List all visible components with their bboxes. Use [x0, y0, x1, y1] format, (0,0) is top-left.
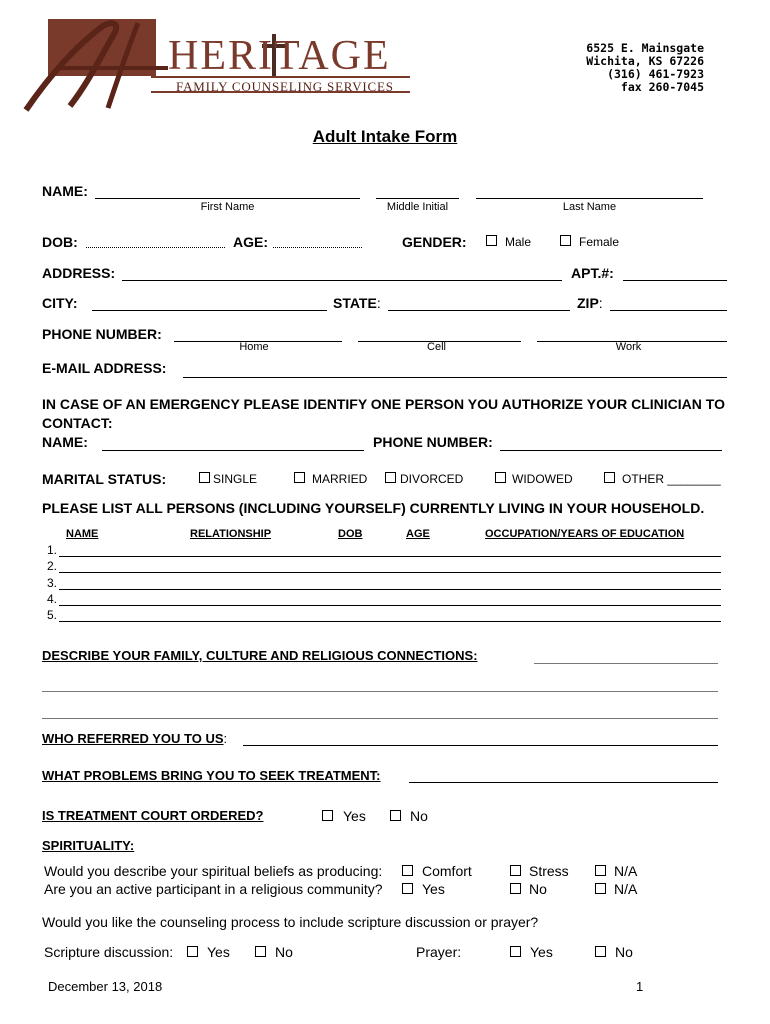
- age-field[interactable]: [273, 247, 362, 248]
- court-yes-label: Yes: [343, 808, 366, 824]
- spiritual-question-2: Are you an active participant in a religious community?: [44, 881, 383, 897]
- female-checkbox[interactable]: [560, 235, 571, 246]
- name-label: NAME:: [42, 183, 88, 199]
- stress-checkbox[interactable]: [510, 865, 521, 876]
- court-label: IS TREATMENT COURT ORDERED?: [42, 808, 264, 823]
- middle-initial-hint: Middle Initial: [386, 201, 449, 213]
- court-no-checkbox[interactable]: [390, 810, 401, 821]
- divorced-checkbox[interactable]: [385, 472, 396, 483]
- apt-field[interactable]: [623, 280, 727, 281]
- family-culture-label: DESCRIBE YOUR FAMILY, CULTURE AND RELIGIOUS CONNECTIONS:: [42, 648, 478, 663]
- prayer-yes-label: Yes: [530, 944, 553, 960]
- apt-label: APT.#:: [571, 265, 614, 281]
- court-yes-checkbox[interactable]: [322, 810, 333, 821]
- q1-na-label: N/A: [614, 863, 638, 879]
- problems-field[interactable]: [409, 782, 718, 783]
- problems-label: WHAT PROBLEMS BRING YOU TO SEEK TREATMENT:: [42, 768, 381, 783]
- last-name-hint: Last Name: [562, 201, 617, 213]
- age-label: AGE:: [233, 234, 268, 250]
- female-label: Female: [579, 235, 620, 249]
- scripture-label: Scripture discussion:: [44, 944, 174, 960]
- scripture-yes-label: Yes: [207, 944, 230, 960]
- household-col-occupation: OCCUPATION/YEARS OF EDUCATION: [485, 528, 685, 540]
- emergency-phone-field[interactable]: [500, 450, 722, 451]
- zip-label-colon: :: [598, 295, 603, 311]
- stress-label: Stress: [529, 863, 569, 879]
- household-row-1-number: 1.: [47, 543, 58, 557]
- referred-label-colon: :: [223, 731, 228, 746]
- emergency-phone-label: PHONE NUMBER:: [373, 434, 493, 450]
- court-no-label: No: [410, 808, 428, 824]
- emergency-name-field[interactable]: [102, 450, 364, 451]
- household-heading: PLEASE LIST ALL PERSONS (INCLUDING YOURSELF) CURRENTLY LIVING IN YOUR HOUSEHOLD.: [42, 500, 705, 516]
- scripture-no-checkbox[interactable]: [255, 946, 266, 957]
- household-row-3-field[interactable]: [59, 589, 721, 590]
- spiritual-question-1: Would you describe your spiritual beliefs as producing:: [44, 863, 383, 879]
- comfort-label: Comfort: [422, 863, 472, 879]
- email-field[interactable]: [183, 377, 727, 378]
- logo-sub-text: FAMILY COUNSELING SERVICES: [176, 79, 394, 94]
- household-row-5-field[interactable]: [59, 621, 721, 622]
- household-row-5-number: 5.: [47, 608, 58, 622]
- last-name-field[interactable]: [476, 198, 703, 199]
- family-culture-field-3[interactable]: [42, 718, 718, 719]
- household-row-3-number: 3.: [47, 576, 58, 590]
- address-field[interactable]: [122, 280, 562, 281]
- prayer-no-checkbox[interactable]: [595, 946, 606, 957]
- emergency-text: IN CASE OF AN EMERGENCY PLEASE IDENTIFY ONE PERSON YOU AUTHORIZE YOUR CLINICIAN TO CONTACT:: [42, 396, 725, 431]
- form-title: Adult Intake Form: [312, 127, 458, 146]
- first-name-hint: First Name: [200, 201, 255, 213]
- single-checkbox[interactable]: [199, 472, 210, 483]
- household-col-age: AGE: [406, 528, 430, 540]
- widowed-checkbox[interactable]: [495, 472, 506, 483]
- marital-label: MARITAL STATUS:: [42, 471, 167, 487]
- cell-phone-hint: Cell: [427, 341, 446, 353]
- home-phone-hint: Home: [239, 341, 269, 353]
- contact-block: [586, 42, 704, 94]
- community-no-checkbox[interactable]: [510, 883, 521, 894]
- zip-label-text: ZIP: [577, 295, 599, 311]
- q1-na-checkbox[interactable]: [595, 865, 606, 876]
- footer-page-number: 1: [636, 979, 644, 994]
- dob-label: DOB:: [42, 234, 78, 250]
- household-col-relationship: RELATIONSHIP: [190, 528, 272, 540]
- male-label: Male: [505, 235, 532, 249]
- email-label: E-MAIL ADDRESS:: [42, 360, 167, 376]
- household-row-4-number: 4.: [47, 592, 58, 606]
- contact-fax: fax 260-7045: [620, 80, 704, 94]
- state-label-text: STATE: [333, 295, 377, 311]
- scripture-no-label: No: [275, 944, 293, 960]
- single-label: SINGLE: [213, 472, 258, 486]
- male-checkbox[interactable]: [486, 235, 497, 246]
- referred-field[interactable]: [243, 745, 718, 746]
- community-yes-checkbox[interactable]: [402, 883, 413, 894]
- referred-label: [42, 731, 227, 746]
- first-name-field[interactable]: [95, 198, 360, 199]
- scripture-yes-checkbox[interactable]: [187, 946, 198, 957]
- work-phone-hint: Work: [615, 341, 642, 353]
- other-checkbox[interactable]: [604, 472, 615, 483]
- family-culture-field-2[interactable]: [42, 691, 718, 692]
- zip-label: [577, 295, 603, 311]
- zip-field[interactable]: [610, 310, 727, 311]
- middle-initial-field[interactable]: [376, 198, 459, 199]
- family-culture-field-1[interactable]: [534, 663, 718, 664]
- community-yes-label: Yes: [422, 881, 445, 897]
- q2-na-checkbox[interactable]: [595, 883, 606, 894]
- address-label: ADDRESS:: [42, 265, 116, 281]
- logo-main-text: HERITAGE: [168, 33, 391, 79]
- phone-label: PHONE NUMBER:: [42, 326, 162, 342]
- contact-city: Wichita, KS 67226: [586, 54, 704, 68]
- household-row-1-field[interactable]: [59, 556, 721, 557]
- other-label: OTHER ________: [622, 472, 721, 486]
- contact-street: 6525 E. Mainsgate: [586, 41, 704, 55]
- household-row-2-field[interactable]: [59, 572, 721, 573]
- married-label: MARRIED: [312, 472, 368, 486]
- spirituality-heading: SPIRITUALITY:: [42, 838, 135, 853]
- spiritual-question-3: Would you like the counseling process to include scripture discussion or prayer?: [42, 914, 539, 930]
- footer-date: December 13, 2018: [48, 979, 163, 994]
- contact-phone: (316) 461-7923: [607, 67, 704, 81]
- emergency-name-label: NAME:: [42, 434, 88, 450]
- state-label: [333, 295, 381, 311]
- heritage-logo: [18, 18, 418, 118]
- state-label-colon: :: [376, 295, 381, 311]
- prayer-yes-checkbox[interactable]: [510, 946, 521, 957]
- q2-na-label: N/A: [614, 881, 638, 897]
- widowed-label: WIDOWED: [512, 472, 573, 486]
- household-row-4-field[interactable]: [59, 605, 721, 606]
- prayer-no-label: No: [615, 944, 633, 960]
- state-field[interactable]: [388, 310, 570, 311]
- household-row-2-number: 2.: [47, 559, 58, 573]
- prayer-label: Prayer:: [416, 944, 462, 960]
- comfort-checkbox[interactable]: [402, 865, 413, 876]
- city-field[interactable]: [92, 310, 327, 311]
- gender-label: GENDER:: [402, 234, 467, 250]
- city-label: CITY:: [42, 295, 78, 311]
- divorced-label: DIVORCED: [400, 472, 464, 486]
- household-col-dob: DOB: [338, 528, 363, 540]
- married-checkbox[interactable]: [294, 472, 305, 483]
- household-col-name: NAME: [66, 528, 99, 540]
- dob-field[interactable]: [86, 247, 225, 248]
- referred-label-text: WHO REFERRED YOU TO US: [42, 731, 224, 746]
- community-no-label: No: [529, 881, 547, 897]
